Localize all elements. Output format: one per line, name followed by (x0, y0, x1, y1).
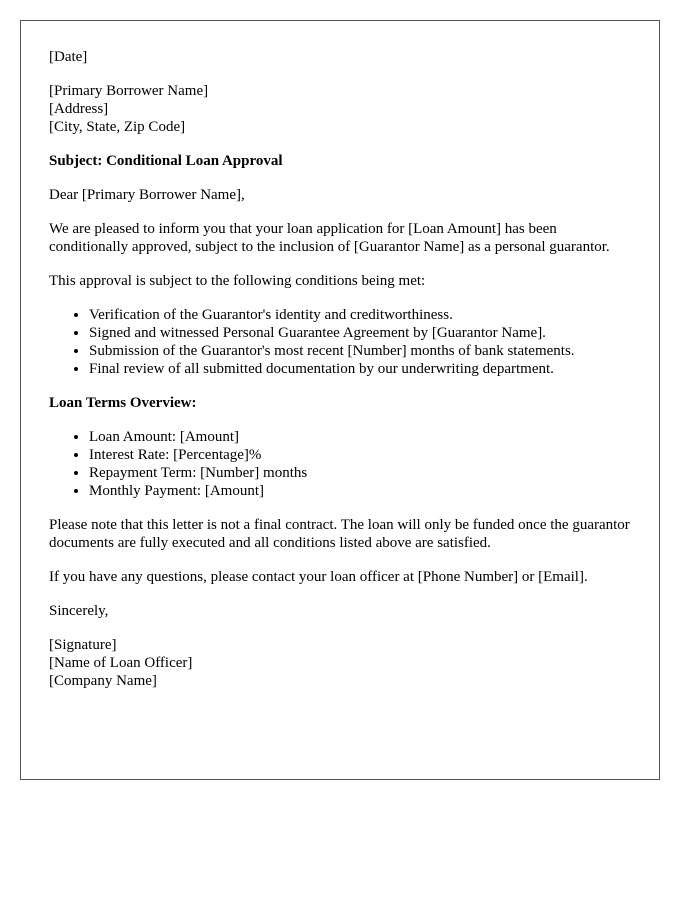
condition-item: • Final review of all submitted documentation by our underwriting department. (89, 360, 631, 378)
condition-item: • Submission of the Guarantor's most recent [Number] months of bank statements. (89, 342, 631, 360)
loan-officer-name: [Name of Loan Officer] (49, 655, 193, 671)
conditions-list (49, 306, 631, 378)
loan-term-item: • Monthly Payment: [Amount] (89, 482, 631, 500)
note-paragraph: Please note that this letter is not a final contract. The loan will only be funded once the guarantor documents are fully executed and all conditions listed above are satisfied. (49, 517, 630, 551)
recipient-name: [Primary Borrower Name] (49, 83, 209, 99)
signature-placeholder: [Signature] (49, 637, 117, 653)
conditions-intro: This approval is subject to the following conditions being met: (49, 273, 426, 289)
salutation: Dear [Primary Borrower Name], (49, 187, 245, 203)
recipient-address: [Address] (49, 101, 109, 117)
loan-term-item: • Loan Amount: [Amount] (89, 428, 631, 446)
company-name: [Company Name] (49, 673, 157, 689)
intro-paragraph: We are pleased to inform you that your loan application for [Loan Amount] has been conditionally approved, subject to the inclusion of [Guarantor Name] as a personal guarantor. (49, 221, 610, 255)
loan-terms-heading: Loan Terms Overview: (49, 395, 197, 411)
date-line: [Date] (49, 49, 88, 65)
signature-block (49, 636, 631, 690)
condition-item: • Signed and witnessed Personal Guarantee Agreement by [Guarantor Name]. (89, 324, 631, 342)
subject-line: Subject: Conditional Loan Approval (49, 153, 283, 169)
condition-item: • Verification of the Guarantor's identity and creditworthiness. (89, 306, 631, 324)
contact-paragraph: If you have any questions, please contact your loan officer at [Phone Number] or [Email]. (49, 569, 588, 585)
loan-terms-list (49, 428, 631, 500)
recipient-address-block (49, 82, 631, 136)
loan-term-item: • Repayment Term: [Number] months (89, 464, 631, 482)
closing: Sincerely, (49, 603, 109, 619)
loan-term-item: • Interest Rate: [Percentage]% (89, 446, 631, 464)
letter-page (20, 20, 660, 780)
recipient-city-state-zip: [City, State, Zip Code] (49, 119, 186, 135)
